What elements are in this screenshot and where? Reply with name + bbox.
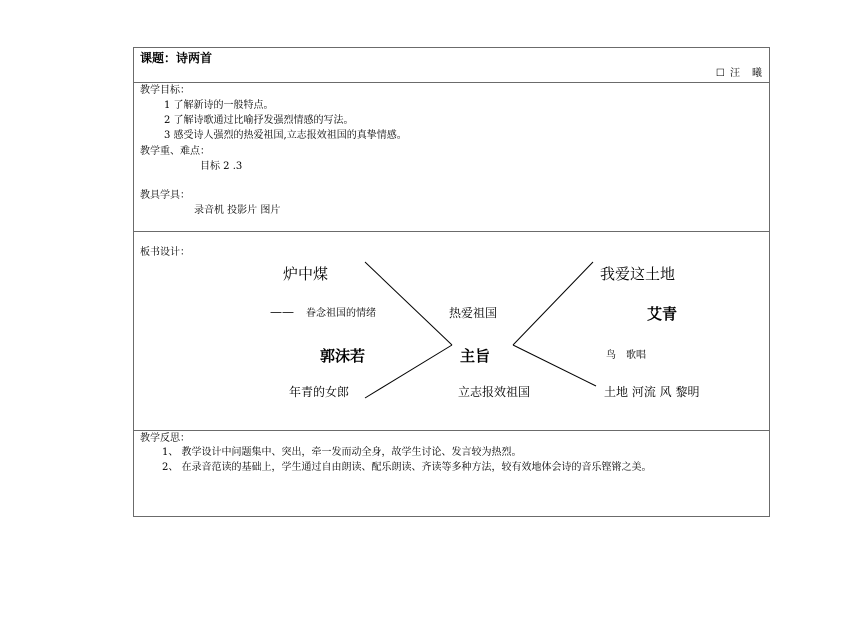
center-theme-bottom: 立志报效祖国 <box>458 385 531 399</box>
author-name: ☐ 汪 曦 <box>715 68 763 79</box>
author-left: 郭沫若 <box>320 347 366 365</box>
board-label: 板书设计： <box>140 247 190 258</box>
key-points-value: 目标 2 .3 <box>200 161 243 172</box>
reflection-item: 1、 教学设计中问题集中、突出，牵一发而动全身，故学生讨论、发言较为热烈。 <box>162 447 522 458</box>
goal-item: 1 了解新诗的一般特点。 <box>164 100 274 111</box>
poem-title-right: 我爱这土地 <box>600 265 676 283</box>
diagram-line <box>513 262 593 345</box>
poem-title-left: 炉中煤 <box>283 265 329 283</box>
lesson-plan-table <box>133 47 770 517</box>
poem-title-left-2: 年青的女郎 <box>289 385 350 399</box>
diagram-line <box>365 262 452 345</box>
row-divider <box>134 430 769 431</box>
center-theme-top: 热爱祖国 <box>449 306 498 320</box>
reflection-label: 教学反思： <box>140 433 190 444</box>
dash: —— <box>270 305 294 319</box>
reflection-item: 2、 在录音范读的基础上，学生通过自由朗读、配乐朗读、齐读等多种方法，较有效地体会诗的音乐铿锵之美。 <box>162 462 652 473</box>
center-main-idea: 主旨 <box>460 347 491 365</box>
imagery-right-1: 鸟 歌唱 <box>606 350 646 361</box>
author-right: 艾青 <box>647 305 678 323</box>
key-points-label: 教学重、难点： <box>140 146 210 157</box>
goal-item: 3 感受诗人强烈的热爱祖国,立志报效祖国的真挚情感。 <box>164 130 407 141</box>
tools-label: 教具学具： <box>140 190 190 201</box>
goal-item: 2 了解诗歌通过比喻抒发强烈情感的写法。 <box>164 115 354 126</box>
tools-value: 录音机 投影片 图片 <box>194 205 281 216</box>
goals-label: 教学目标： <box>140 85 190 96</box>
diagram-line <box>513 345 596 386</box>
lesson-title: 课题：诗两首 <box>140 51 213 65</box>
theme-left: 眷念祖国的情绪 <box>306 308 376 319</box>
diagram-line <box>365 345 452 398</box>
imagery-right-2: 土地 河流 风 黎明 <box>604 385 700 399</box>
